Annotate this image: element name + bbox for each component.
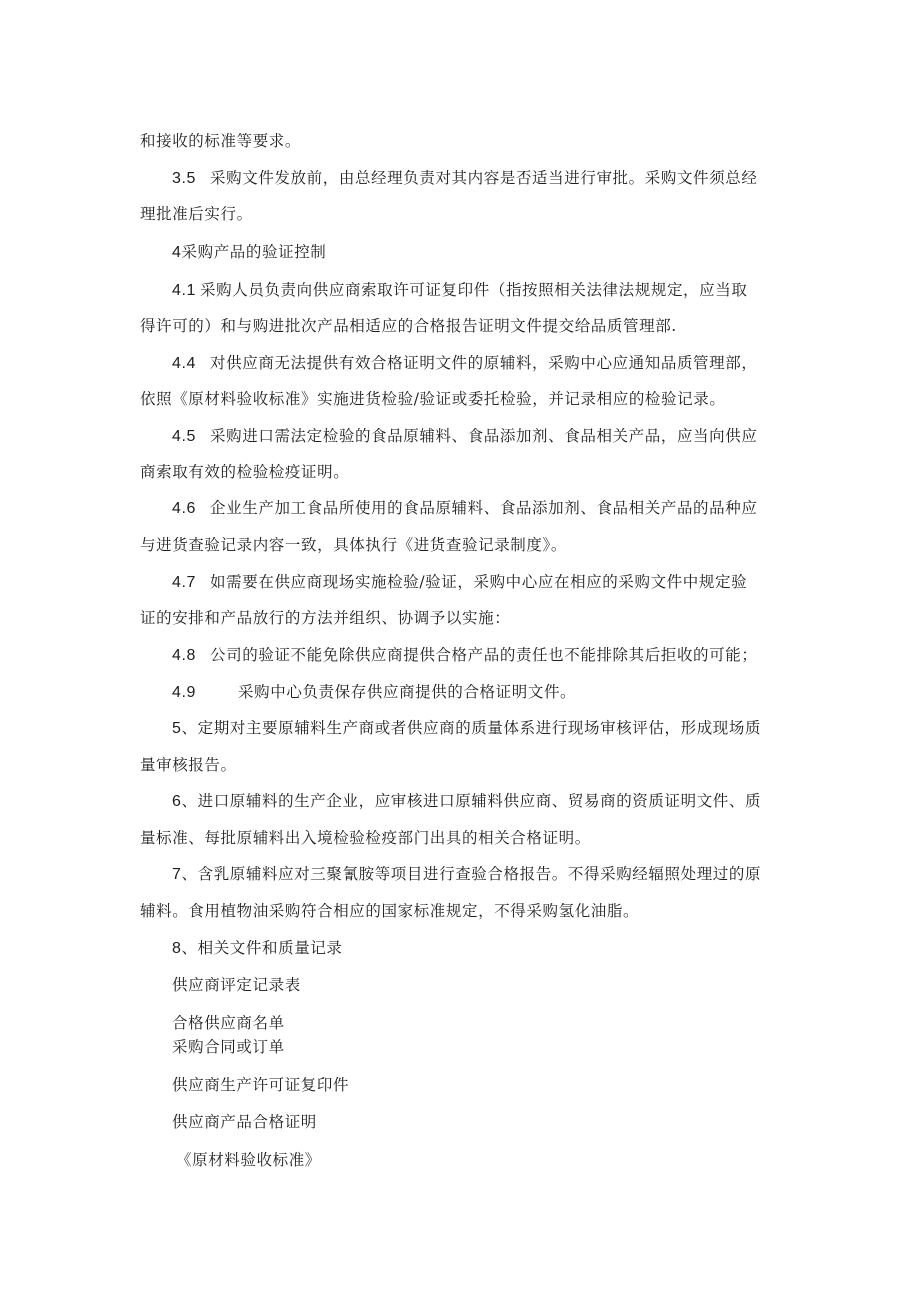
- section-8: 8、相关文件和质量记录: [172, 939, 343, 957]
- clause-number: 4.1: [172, 282, 197, 299]
- paragraph-line: 商索取有效的检验检疫证明。: [140, 463, 350, 481]
- record-item: 合格供应商名单: [172, 1014, 285, 1032]
- clause-number: 4.9: [172, 684, 197, 701]
- clause-4-4: 4.4 对供应商无法提供有效合格证明文件的原辅料，采购中心应通知品质管理部，: [172, 354, 758, 372]
- clause-number: 4: [172, 244, 182, 261]
- record-item: 供应商评定记录表: [172, 976, 301, 994]
- clause-4-8: 4.8 公司的验证不能免除供应商提供合格产品的责任也不能排除其后拒收的可能；: [172, 646, 758, 664]
- clause-number: 4.4: [172, 355, 197, 372]
- paragraph-line: 和接收的标准等要求。: [140, 132, 302, 150]
- paragraph-line: 与进货查验记录内容一致，具体执行《进货查验记录制度》。: [140, 536, 567, 554]
- clause-4-6: 4.6 企业生产加工食品所使用的食品原辅料、食品添加剂、食品相关产品的品种应: [172, 499, 758, 517]
- paragraph-line: 依照《原材料验收标准》实施进货检验/验证或委托检验，并记录相应的检验记录。: [140, 390, 726, 408]
- clause-number: 7: [172, 866, 182, 883]
- clause-number: 4.7: [172, 574, 197, 591]
- paragraph-line: 得许可的）和与购进批次产品相适应的合格报告证明文件提交给品质管理部.: [140, 317, 677, 335]
- record-item: 采购合同或订单: [172, 1038, 285, 1056]
- clause-number: 4.5: [172, 428, 197, 445]
- record-item: 供应商生产许可证复印件: [172, 1076, 350, 1094]
- clause-number: 8: [172, 940, 182, 957]
- section-5: 5、定期对主要原辅料生产商或者供应商的质量体系进行现场审核评估，形成现场质: [172, 719, 762, 737]
- paragraph-line: 量审核报告。: [140, 756, 237, 774]
- clause-4-9: 4.9 采购中心负责保存供应商提供的合格证明文件。: [172, 683, 577, 701]
- clause-number: 6: [172, 793, 182, 810]
- section-7: 7、含乳原辅料应对三聚氰胺等项目进行查验合格报告。不得采购经辐照处理过的原: [172, 865, 762, 883]
- clause-number: 4.8: [172, 647, 197, 664]
- clause-number: 4.6: [172, 500, 197, 517]
- record-item: 供应商产品合格证明: [172, 1113, 317, 1131]
- paragraph-line: 理批准后实行。: [140, 205, 253, 223]
- clause-3-5: 3.5 采购文件发放前，由总经理负责对其内容是否适当进行审批。采购文件须总经: [172, 169, 758, 187]
- record-item: 《原材料验收标准》: [176, 1151, 321, 1169]
- clause-4-5: 4.5 采购进口需法定检验的食品原辅料、食品添加剂、食品相关产品，应当向供应: [172, 427, 758, 445]
- paragraph-line: 证的安排和产品放行的方法并组织、协调予以实施：: [140, 609, 511, 627]
- paragraph-line: 辅料。食用植物油采购符合相应的国家标准规定，不得采购氢化油脂。: [140, 902, 640, 920]
- clause-4-7: 4.7 如需要在供应商现场实施检验/验证，采购中心应在相应的采购文件中规定验: [172, 573, 748, 591]
- paragraph-line: 量标准、每批原辅料出入境检验检疫部门出具的相关合格证明。: [140, 829, 591, 847]
- section-heading-4: 4采购产品的验证控制: [172, 243, 327, 261]
- clause-4-1: 4.1 采购人员负责向供应商索取许可证复印件（指按照相关法律法规规定，应当取: [172, 281, 748, 299]
- clause-number: 3.5: [172, 170, 197, 187]
- section-6: 6、进口原辅料的生产企业，应审核进口原辅料供应商、贸易商的资质证明文件、质: [172, 792, 762, 810]
- clause-number: 5: [172, 720, 182, 737]
